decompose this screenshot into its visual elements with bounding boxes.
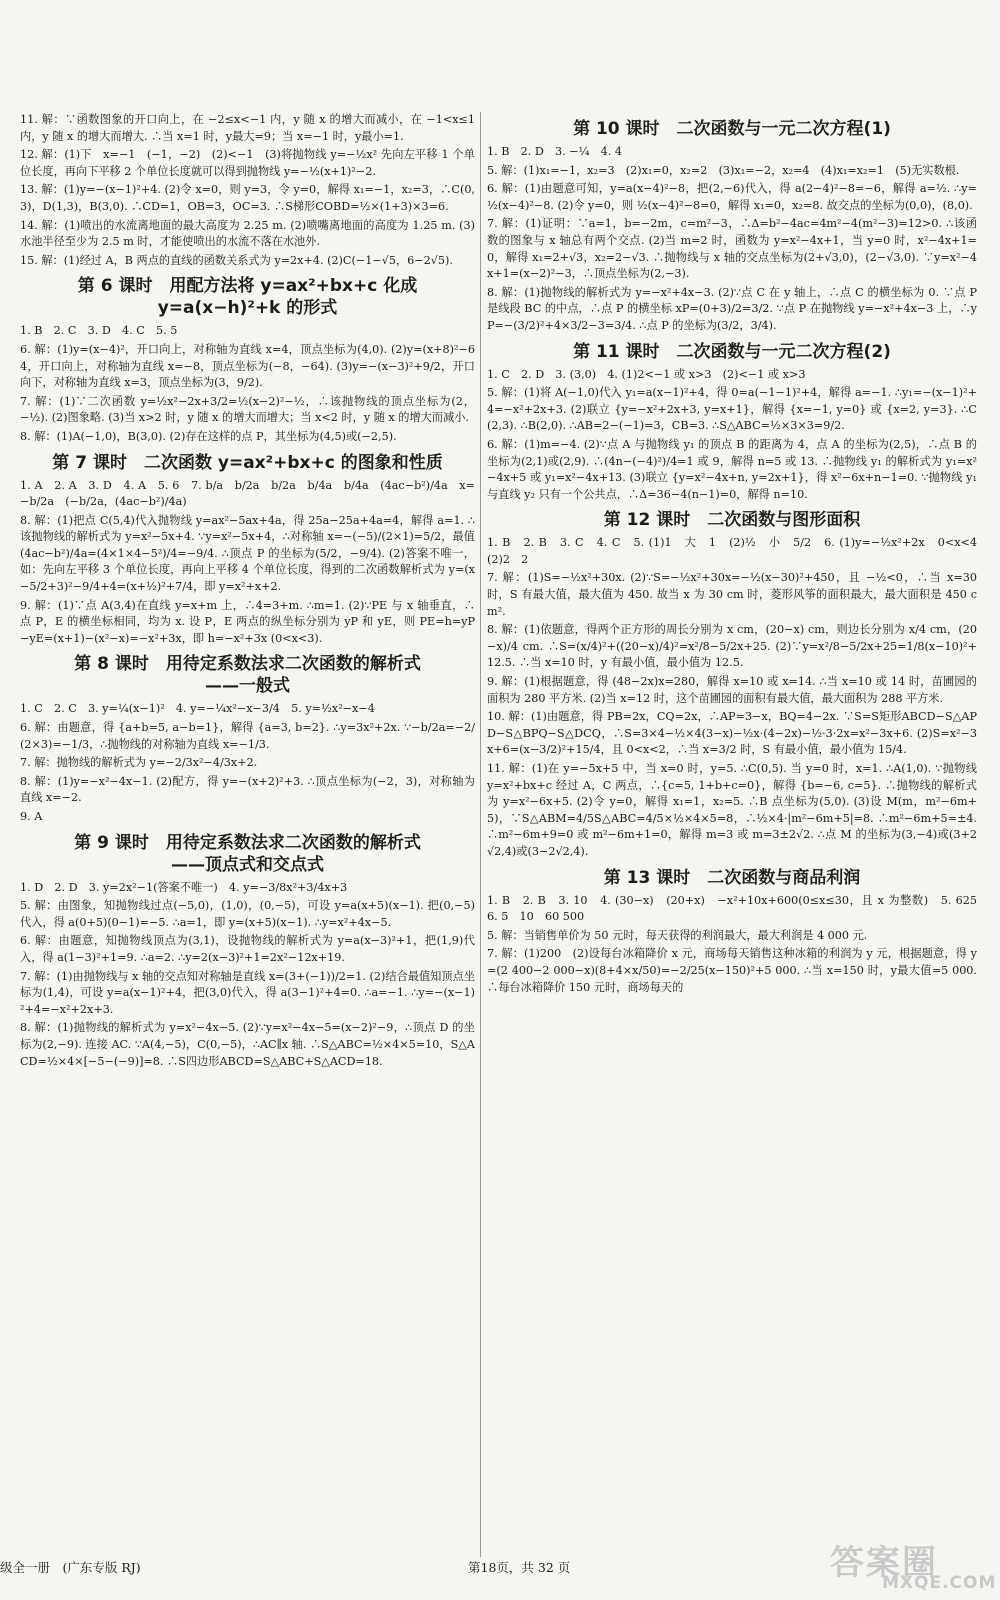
answer-item: 8. 解：(1)依题意，得两个正方形的周长分别为 x cm，(20−x) cm，则边长分别为 x/4 cm，(20−x)/4 cm. ∴S=(x/4)²+((20−x)/4)²=x²/8−5/2x+25. (2)∵y=x²/8−5/2x+25=1/8(x−10)²+12.5. ∴当 x=10 时，y 有最小值，最小值为 12.5. — [487, 623, 977, 670]
lesson-heading-title: 第 7 课时 二次函数 y=ax²+bx+c 的图象和性质 — [52, 452, 443, 473]
watermark-text: 答案圈 — [830, 1543, 938, 1583]
lesson-heading — [20, 653, 475, 697]
answer-item: 11. 解：(1)在 y=−5x+5 中，当 x=0 时，y=5. ∴C(0,5). 当 y=0 时，x=1. ∴A(1,0). ∵抛物线 y=x²+bx+c 经过 A，C 两点，∴{c=5, 1+b+c=0}，解得 {b=−6, c=5}. ∴抛物线的解析式为 y=x²−6x+5. (2)令 y=0，解得 x₁=1，x₂=5. ∴B 点坐标为(5,0). (3)设 M(m，m²−6m+5)，∵S△ABM=4/5S△ABC=4/5×½×4×5=8，∴½×4·|m²−6m+5|=8. ∴m²−6m+5=±4. ∴m²−6m+9=0 或 m²−6m+1=0，解得 m=3 或 m=3±2√2. ∴点 M 的坐标为(3,−4)或(3+2√2,4)或(3−2√2,4). — [487, 762, 977, 858]
answer-item: 7. 解：(1)S=−½x²+30x. (2)∵S=−½x²+30x=−½(x−30)²+450，且 −½<0，∴当 x=30 时，S 有最大值，最大值为 450. 故当 x 为 30 cm 时，菱形风筝的面积最大，最大面积是 450 cm². — [487, 571, 977, 618]
answer-item: 10. 解：(1)由题意，得 PB=2x，CQ=2x，∴AP=3−x，BQ=4−2x. ∵S=S矩形ABCD−S△APD−S△BPQ−S△DCQ，∴S=3×4−½×4(3−x)−½x·(4−2x)−½·3·2x=x²−3x+6. (2)S=x²−3x+6=(x−3/2)²+15/4，且 0<x<2，∴当 x=3/2 时，S 有最小值，最小值为 15/4. — [487, 710, 977, 757]
answer-item: 1. B 2. B 3. 10 4. (30−x) (20+x) −x²+10x+600(0≤x≤30，且 x 为整数) 5. 625 6. 5 10 60 500 — [487, 893, 989, 924]
lesson-heading — [487, 867, 977, 889]
lesson-heading-title: 第 11 课时 二次函数与一元二次方程(2) — [573, 341, 891, 362]
right-column — [487, 112, 989, 998]
footer-book-title: 级全一册 (广东专版 RJ) — [0, 1560, 141, 1575]
answer-item: 7. 解：(1)证明：∵a=1，b=−2m，c=m²−3，∴Δ=b²−4ac=4m²−4(m²−3)=12>0. ∴该函数的图象与 x 轴总有两个交点. (2)当 m=2 时，函数为 y=x²−4x+1，当 y=0 时，x²−4x+1=0，解得 x₁=2+√3，x₂=2−√3. ∴抛物线与 x 轴的交点坐标为(2+√3,0)，(2−√3,0). ∵y=x²−4x+1=(x−2)²−3，∴顶点坐标为(2,−3). — [487, 217, 977, 281]
answer-item: 1. B 2. C 3. D 4. C 5. 5 — [20, 324, 178, 338]
lesson-heading-title: 第 13 课时 二次函数与商品利润 — [603, 867, 861, 888]
lesson-heading — [20, 832, 475, 876]
answer-item: 9. 解：(1)∵点 A(3,4)在直线 y=x+m 上，∴4=3+m. ∴m=1. (2)∵PE 与 x 轴垂直，∴点 P，E 的横坐标相同，均为 x. 设 P，E 两点的纵坐标分别为 yP 和 yE，则 PE=h=yP−yE=(x+1)−(x²−x)=−x²+3x，即 h=−x²+3x (0<x<3). — [20, 598, 475, 645]
answer-item: 6. 解：(1)y=(x−4)²，开口向上，对称轴为直线 x=4，顶点坐标为(4,0). (2)y=(x+8)²−64，开口向上，对称轴为直线 x=−8，顶点坐标为(−8，−64). (3)y=−(x−3)²+9/2，开口向下，对称轴为直线 x=3，顶点坐标为(3，9/2). — [20, 342, 475, 390]
answer-item: 1. A 2. A 3. D 4. A 5. 6 7. b/a b/2a b/2a b/4a b/4a (4ac−b²)/4a x=−b/2a (−b/2a，(4ac−b²)/4a) — [20, 478, 475, 509]
lesson-heading-subtitle: ——一般式 — [205, 676, 290, 697]
answer-item: 8. 解：(1)抛物线的解析式为 y=x²−4x−5. (2)∵y=x²−4x−5=(x−2)²−9，∴顶点 D 的坐标为(2,−9). 连接 AC. ∵A(4,−5)，C(0,−5)，∴AC∥x 轴. ∴S△ABC=½×4×5=10，S△ACD=½×4×[−5−(−9)]=8. ∴S四边形ABCD=S△ABC+S△ACD=18. — [20, 1021, 475, 1068]
answer-item: 1. D 2. D 3. y=2x²−1(答案不唯一) 4. y=−3/8x²+3/4x+3 — [20, 880, 348, 894]
answer-item: 15. 解：(1)经过 A，B 两点的直线的函数关系式为 y=2x+4. (2)C(−1−√5，6−2√5). — [20, 253, 453, 267]
lesson-heading-title: 第 10 课时 二次函数与一元二次方程(1) — [573, 119, 891, 139]
answer-item: 6. 解：由题意，知抛物线顶点为(3,1)，设抛物线的解析式为 y=a(x−3)²+1，把(1,9)代入，得 a(1−3)²+1=9. ∴a=2. ∴y=2(x−3)²+1=2x²−12x+19. — [20, 934, 475, 964]
left-column — [20, 112, 475, 1072]
answer-item: 7. 解：(1)由抛物线与 x 轴的交点知对称轴是直线 x=(3+(−1))/2=1. (2)结合最值知顶点坐标为(1,4)，可设 y=a(x−1)²+4，把(3,0)代入，得 a(3−1)²+4=0. ∴a=−1. ∴y=−(x−1)²+4=−x²+2x+3. — [20, 969, 475, 1016]
answer-item: 6. 解：(1)由题意可知，y=a(x−4)²−8，把(2,−6)代入，得 a(2−4)²−8=−6，解得 a=½. ∴y=½(x−4)²−8. (2)令 y=0，则 ½(x−4)²−8=0，解得 x₁=0，x₂=8. 故交点的坐标为(0,0)，(8,0). — [487, 182, 977, 212]
answer-item: 11. 解：∵函数图象的开口向上，在 −2≤x<−1 内，y 随 x 的增大而减小，在 −1<x≤1 内，y 随 x 的增大而增大. ∴当 x=1 时，y最大=9；当 x=−1 时，y最小=1. — [20, 113, 475, 143]
lesson-heading — [20, 452, 475, 474]
lesson-heading — [487, 509, 977, 531]
footer-page-number: 第18页，共 32 页 — [468, 1560, 571, 1575]
answer-item: 8. 解：(1)A(−1,0)，B(3,0). (2)存在这样的点 P，其坐标为(4,5)或(−2,5). — [20, 429, 397, 443]
answer-item: 7. 解：(1)200 (2)设每台冰箱降价 x 元，商场每天销售这种冰箱的利润为 y 元，根据题意，得 y=(2 400−2 000−x)(8+4×x/50)=−2/25(x−150)²+5 000. ∴当 x=150 时，y最大值=5 000. ∴每台冰箱降价 150 元时，商场每天的 — [487, 947, 977, 994]
answer-item: 1. B 2. D 3. −¼ 4. 4 — [487, 145, 623, 158]
lesson-heading — [487, 118, 977, 140]
answer-item: 5. 解：由图象，知抛物线过点(−5,0)，(1,0)，(0,−5)，可设 y=a(x+5)(x−1). 把(0,−5)代入，得 a(0+5)(0−1)=−5. ∴a=1，即 y=(x+5)(x−1). ∴y=x²+4x−5. — [20, 899, 475, 929]
answer-item: 7. 解：(1)∵二次函数 y=½x²−2x+3/2=½(x−2)²−½，∴该抛物线的顶点坐标为(2，−½). (2)图象略. (3)当 x>2 时，y 随 x 的增大而增大；当 x<2 时，y 随 x 的增大而减小. — [20, 394, 475, 425]
lesson-heading-title: 第 12 课时 二次函数与图形面积 — [603, 510, 861, 531]
answer-item: 7. 解：抛物线的解析式为 y=−2/3x²−4/3x+2. — [20, 756, 258, 770]
column-divider — [480, 112, 481, 1557]
lesson-heading-subtitle: y=a(x−h)²+k 的形式 — [157, 298, 338, 319]
watermark-url: MXQE.COM — [882, 1573, 997, 1593]
answer-item: 1. B 2. B 3. C 4. C 5. (1)1 大 1 (2)½ 小 5/2 6. (1)y=−½x²+2x 0<x<4 (2)2 2 — [487, 536, 989, 566]
lesson-heading-title: 第 9 课时 用待定系数法求二次函数的解析式 — [74, 832, 421, 853]
answer-item: 8. 解：(1)抛物线的解析式为 y=−x²+4x−3. (2)∵点 C 在 y 轴上，∴点 C 的横坐标为 0. ∵点 P 是线段 BC 的中点，∴点 P 的横坐标 xP=(0+3)/2=3/2. ∵点 P 在抛物线 y=−x²+4x−3 上，∴yP=−(3/2)²+4×3/2−3=3/4. ∴点 P 的坐标为(3/2，3/4). — [487, 285, 977, 332]
answer-item: 5. 解：当销售单价为 50 元时，每天获得的利润最大，最大利润是 4 000 元. — [487, 928, 868, 942]
watermark-logo — [822, 1535, 997, 1593]
lesson-heading — [20, 275, 475, 319]
answer-item: 12. 解：(1)下 x=−1 (−1，−2) (2)<−1 (3)将抛物线 y=−½x² 先向左平移 1 个单位长度，再向下平移 2 个单位长度就可以得到抛物线 y=−½(x+1)²−2. — [20, 148, 475, 178]
answer-item: 8. 解：(1)把点 C(5,4)代入抛物线 y=ax²−5ax+4a，得 25a−25a+4a=4，解得 a=1. ∴该抛物线的解析式为 y=x²−5x+4. ∵y=x²−5x+4，∴对称轴 x=−(−5)/(2×1)=5/2，最值 (4ac−b²)/4a=(4×1×4−5²)/4=−9/4. ∴顶点 P 的坐标为(5/2，−9/4). (2)答案不唯一，如：先向左平移 3 个单位长度，再向上平移 4 个单位长度，得到的二次函数解析式为 y=(x−5/2+3)²−9/4+4=(x+½)²+7/4，即 y=x²+x+2. — [20, 513, 475, 594]
lesson-heading-subtitle: ——顶点式和交点式 — [171, 854, 324, 875]
answer-item: 5. 解：(1)将 A(−1,0)代入 y₁=a(x−1)²+4，得 0=a(−1−1)²+4，解得 a=−1. ∴y₁=−(x−1)²+4=−x²+2x+3. (2)联立 {y=−x²+2x+3, y=x+1}，解得 {x=−1, y=0} 或 {x=2, y=3}. ∴C(2,3). ∴B(2,0). ∴AB=2−(−1)=3，CB=3. ∴S△ABC=½×3×3=9/2. — [487, 386, 977, 433]
answer-item: 9. A — [20, 810, 43, 823]
answer-item: 9. 解：(1)根据题意，得 (48−2x)x=280，解得 x=10 或 x=14. ∴当 x=10 或 14 时，苗圃园的面积为 280 平方米. (2)当 x=12 时，这个苗圃园的面积有最大值，最大面积为 288 平方米. — [487, 675, 977, 705]
answer-item: 5. 解：(1)x₁=−1，x₂=3 (2)x₁=0，x₂=2 (3)x₁=−2，x₂=4 (4)x₁=x₂=1 (5)无实数根. — [487, 163, 960, 177]
answer-item: 1. C 2. D 3. (3,0) 4. (1)2<−1 或 x>3 (2)<−1 或 x>3 — [487, 367, 806, 381]
lesson-heading-title: 第 8 课时 用待定系数法求二次函数的解析式 — [74, 654, 421, 675]
answer-item: 6. 解：由题意，得 {a+b=5, a−b=1}，解得 {a=3, b=2}. ∴y=3x²+2x. ∵−b/2a=−2/(2×3)=−1/3，∴抛物线的对称轴为直线 x=−1/3. — [20, 721, 475, 751]
lesson-heading — [487, 341, 977, 363]
answer-item: 14. 解：(1)喷出的水流离地面的最大高度为 2.25 m. (2)喷嘴离地面的高度为 1.25 m. (3)水池半径至少为 2.5 m 时，才能使喷出的水流不落在水池外. — [20, 218, 475, 249]
answer-item: 1. C 2. C 3. y=¼(x−1)² 4. y=−¼x²−x−3/4 5. y=½x²−x−4 — [20, 702, 375, 716]
answer-item: 8. 解：(1)y=−x²−4x−1. (2)配方，得 y=−(x+2)²+3. ∴顶点坐标为(−2，3)，对称轴为直线 x=−2. — [20, 774, 475, 805]
lesson-heading-title: 第 6 课时 用配方法将 y=ax²+bx+c 化成 — [77, 276, 418, 297]
answer-item: 13. 解：(1)y=−(x−1)²+4. (2)令 x=0，则 y=3，令 y=0，解得 x₁=−1，x₂=3，∴C(0,3)，D(1,3)，B(3,0). ∴CD=1，OB=3，OC=3. ∴S梯形COBD=½×(1+3)×3=6. — [20, 183, 475, 213]
answer-item: 6. 解：(1)m=−4. (2)∵点 A 与抛物线 y₁ 的顶点 B 的距离为 4，点 A 的坐标为(2,5)，∴点 B 的坐标为(2,1)或(2,9). ∴(4n−(−4)²)/4=1 或 9，解得 n=5 或 13. ∴抛物线 y₁ 的解析式为 y₁=x²−4x+5 或 y₁=x²−4x+13. (3)联立 {y=x²−4x+n, y=2x+1}，得 x²−6x+n−1=0. ∵抛物线 y₁ 与直线 y₂ 只有一个公共点，∴Δ=36−4(n−1)=0，解得 n=10. — [487, 437, 977, 501]
